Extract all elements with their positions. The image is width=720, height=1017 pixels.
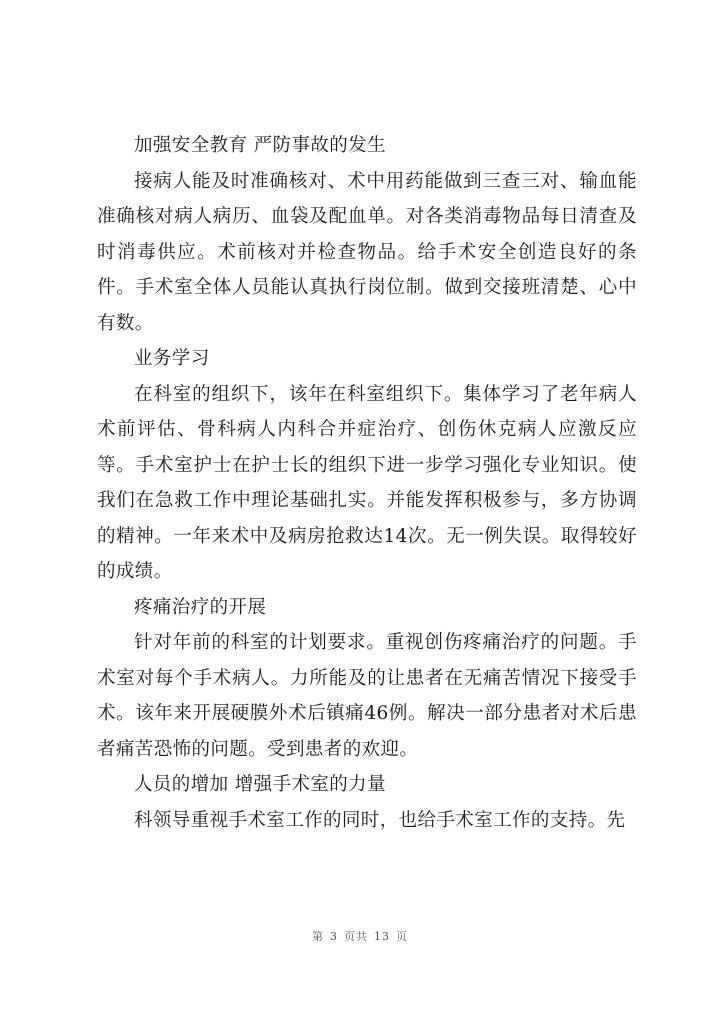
- section-heading-safety: 加强安全教育 严防事故的发生: [134, 135, 386, 156]
- footer-suffix: 页: [396, 930, 408, 943]
- paragraph-safety: 接病人能及时准确核对、术中用药能做到三查三对、输血能准确核对病人病历、血袋及配血单。对各类消毒物品每日清查及时消毒供应。术前核对并检查物品。给手术安全创造良好的条件。手术室全体人员能认真执行岗位制。做到交接班清楚、心中有数。: [97, 170, 637, 334]
- footer-current-page: 3: [330, 930, 338, 943]
- paragraph-pain-treatment: 针对年前的科室的计划要求。重视创伤疼痛治疗的问题。手术室对每个手术病人。力所能及的让患者在无痛苦情况下接受手术。该年来开展硬膜外术后镇痛46例。解决一部分患者对术后患者痛苦恐怖的问题。受到患者的欢迎。: [97, 632, 637, 760]
- footer-prefix: 第: [312, 930, 324, 943]
- paragraph-study: 在科室的组织下，该年在科室组织下。集体学习了老年病人术前评估、骨科病人内科合并症治疗、创伤休克病人应激反应等。手术室护士在护士长的组织下进一步学习强化专业知识。使我们在急救工作中理论基础扎实。并能发挥积极参与，多方协调的精神。一年来术中及病房抢救达14次。无一例失误。取得较好的成绩。: [97, 383, 637, 582]
- page-footer: [0, 928, 720, 944]
- section-heading-pain-treatment: 疼痛治疗的开展: [134, 596, 267, 618]
- paragraph-staffing: 科领导重视手术室工作的同时，也给手术室工作的支持。先: [134, 809, 626, 831]
- footer-total-pages: 13: [374, 930, 390, 943]
- footer-middle: 页共: [344, 930, 368, 943]
- section-heading-study: 业务学习: [134, 348, 210, 369]
- section-heading-staffing: 人员的增加 增强手术室的力量: [134, 774, 386, 795]
- document-body: [97, 128, 637, 838]
